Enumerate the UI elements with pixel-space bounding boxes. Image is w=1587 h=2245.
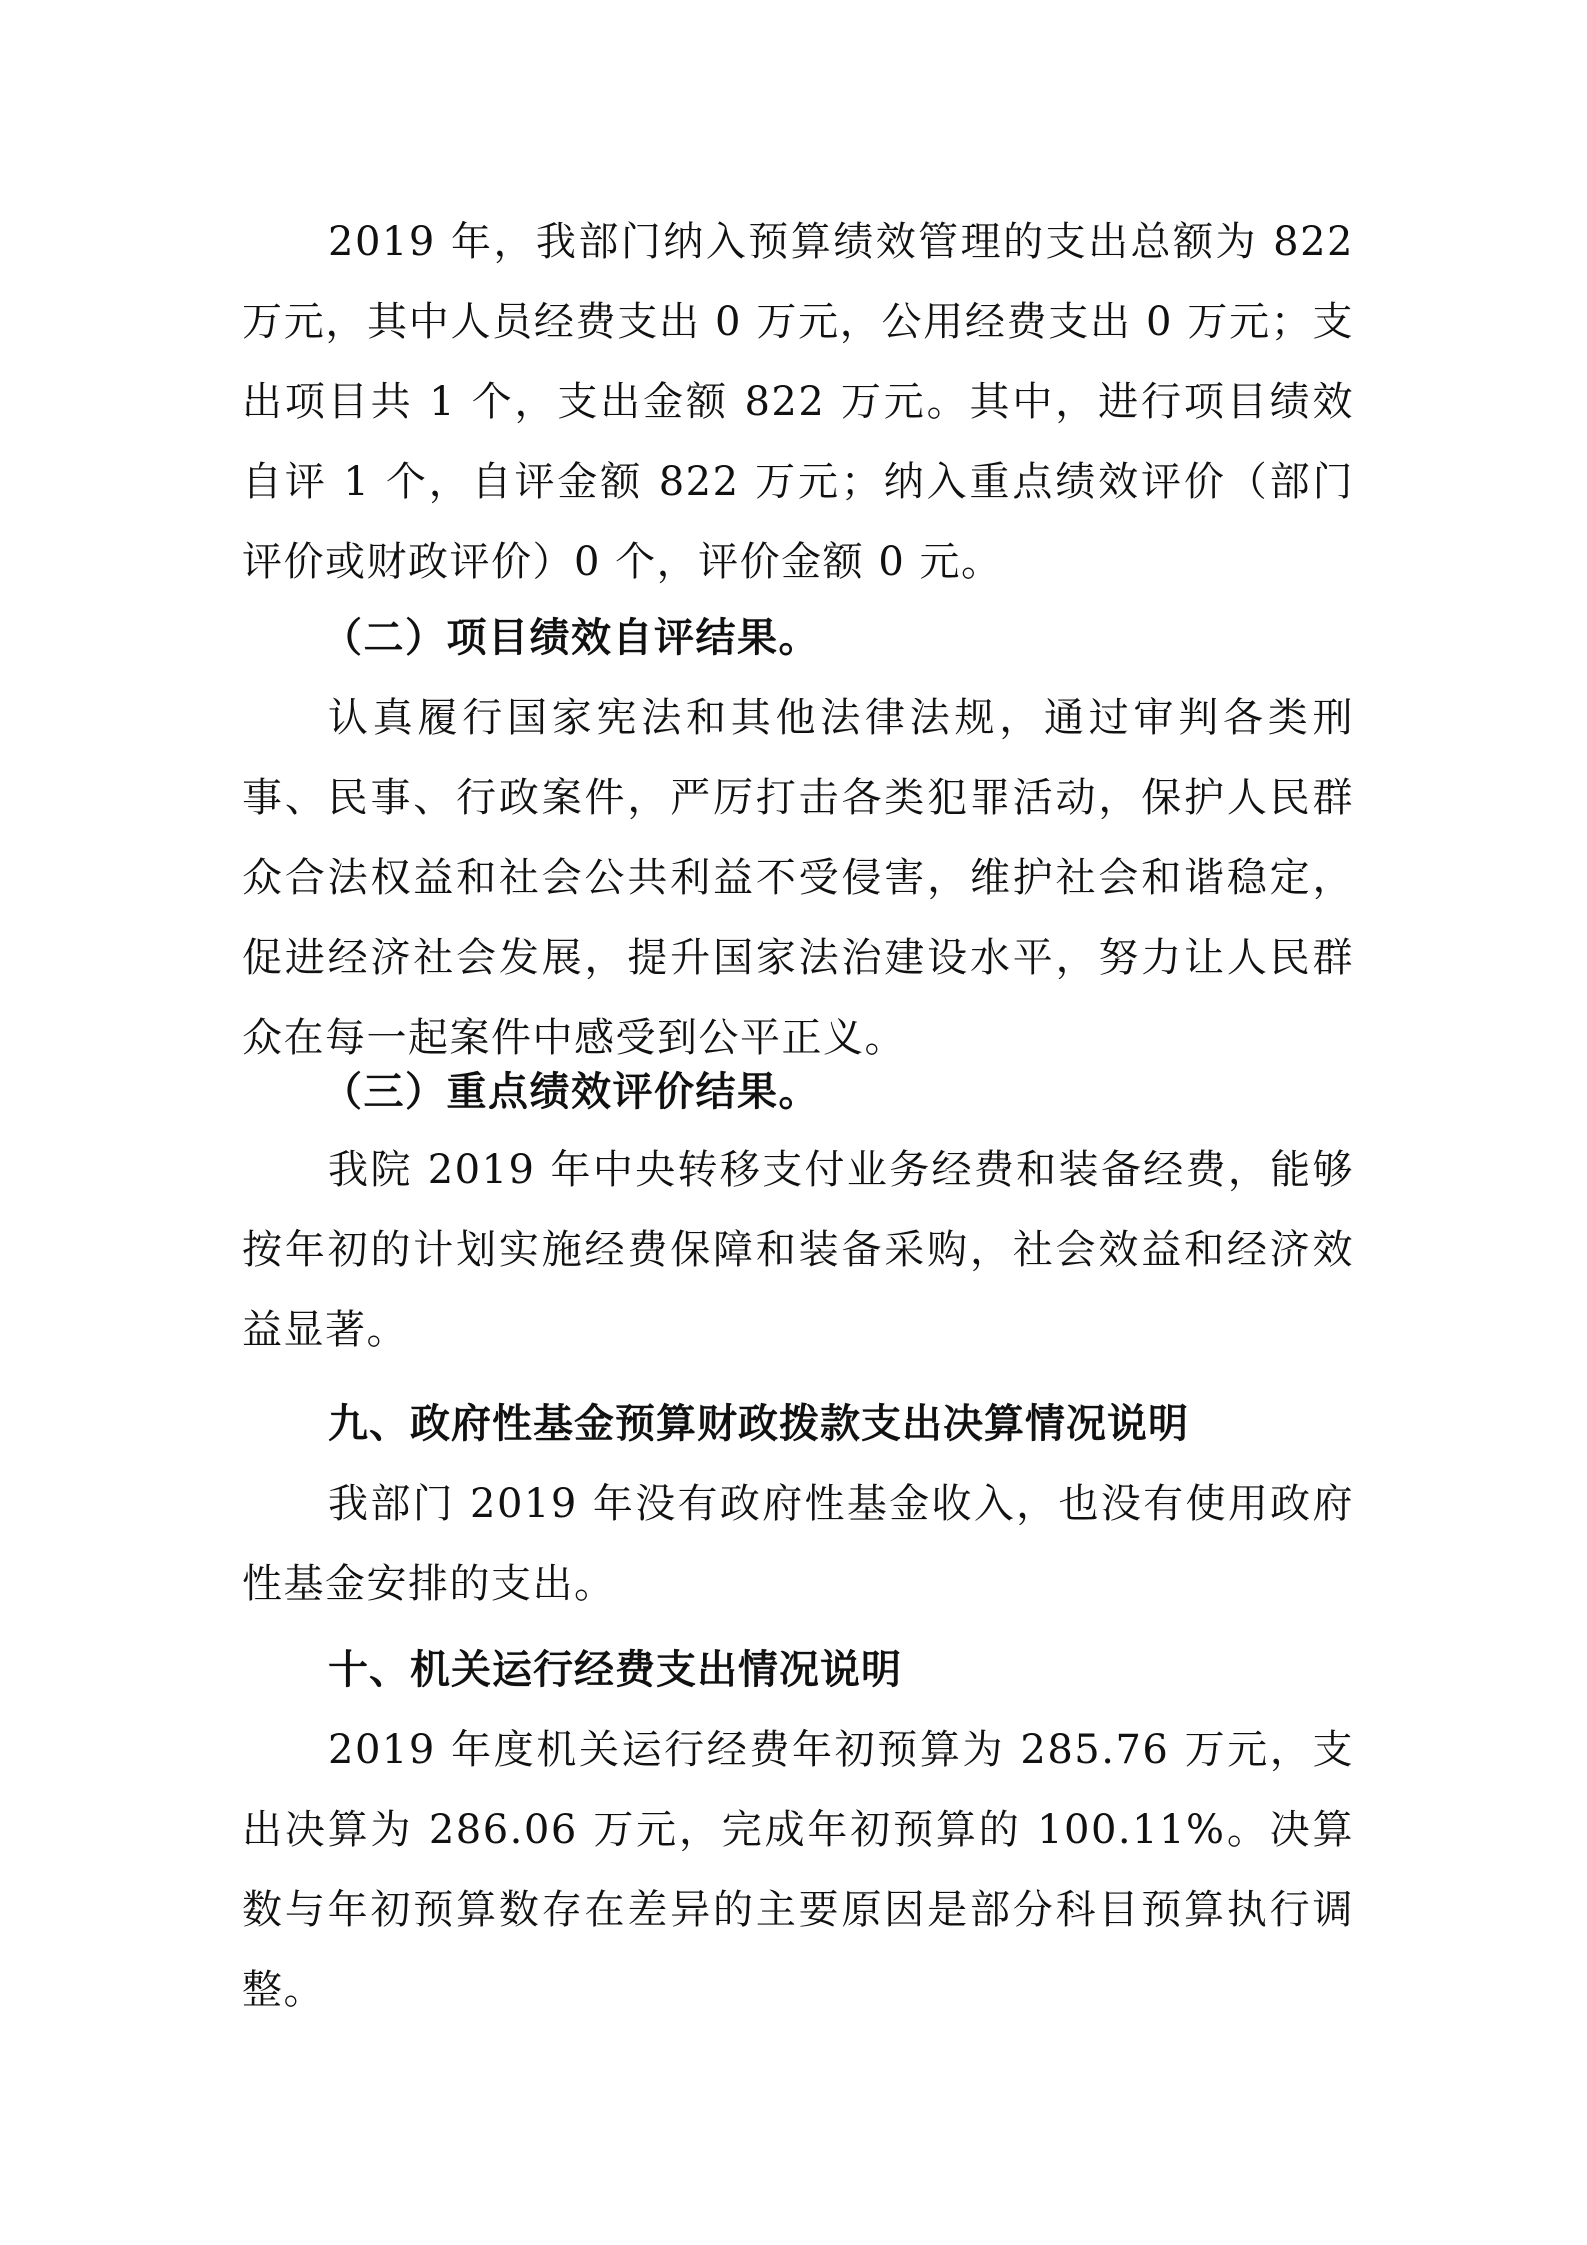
section-heading-operating-expenses: 十、机关运行经费支出情况说明 xyxy=(328,1647,902,1693)
subheading-key-performance-evaluation: （三）重点绩效评价结果。 xyxy=(322,1068,820,1115)
subheading-project-self-evaluation: （二）项目绩效自评结果。 xyxy=(322,614,820,661)
paragraph-operating-expenses: 2019 年度机关运行经费年初预算为 285.76 万元，支出决算为 286.06 万元，完成年初预算的 100.11%。决算数与年初预算数存在差异的主要原因是部分科目预算执行调整。 xyxy=(242,1727,1354,2013)
paragraph-self-evaluation-result: 认真履行国家宪法和其他法律法规，通过审判各类刑事、民事、行政案件，严厉打击各类犯罪活动，保护人民群众合法权益和社会公共利益不受侵害，维护社会和谐稳定，促进经济社会发展，提升国家法治建设水平，努力让人民群众在每一起案件中感受到公平正义。 xyxy=(242,695,1354,1061)
paragraph-government-fund: 我部门 2019 年没有政府性基金收入，也没有使用政府性基金安排的支出。 xyxy=(242,1481,1354,1607)
paragraph-performance-summary: 2019 年，我部门纳入预算绩效管理的支出总额为 822 万元，其中人员经费支出 0 万元，公用经费支出 0 万元；支出项目共 1 个，支出金额 822 万元。其中，进行项目绩效自评 1 个，自评金额 822 万元；纳入重点绩效评价（部门评价或财政评价）0 个，评价金额 0 元。 xyxy=(242,219,1354,585)
paragraph-key-evaluation-result: 我院 2019 年中央转移支付业务经费和装备经费，能够按年初的计划实施经费保障和装备采购，社会效益和经济效益显著。 xyxy=(242,1147,1354,1353)
section-heading-government-fund: 九、政府性基金预算财政拨款支出决算情况说明 xyxy=(328,1401,1189,1447)
